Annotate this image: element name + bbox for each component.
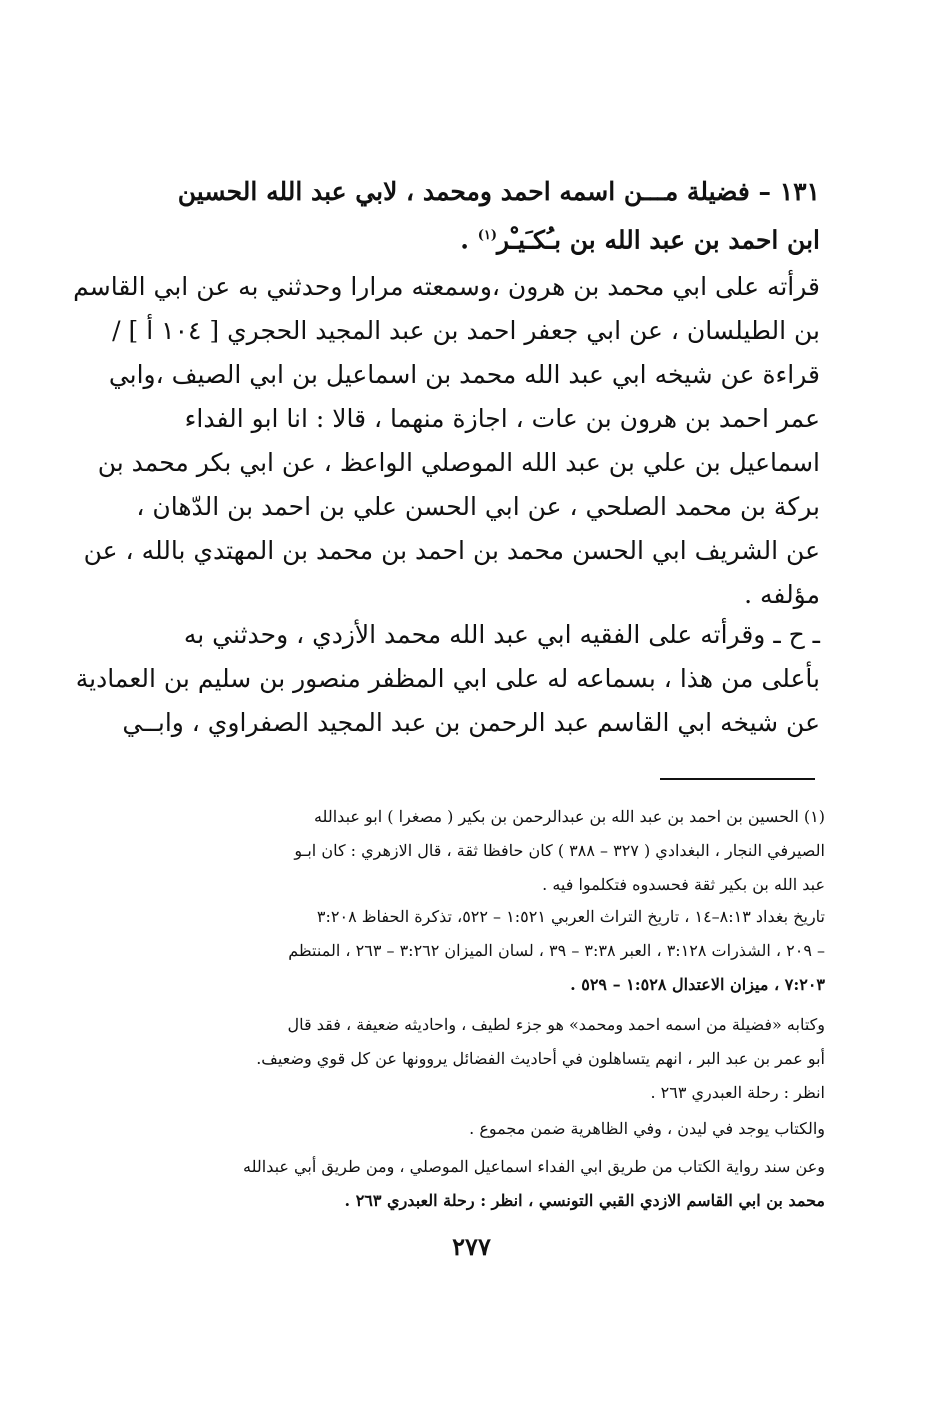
title-line: ١٣١ – فضيلة مـــن اسمه احمد ومحمد ، لابي عبد الله الحسين [177, 177, 820, 206]
paragraph-line: قرأته على ابي محمد بن هرون ،وسمعته مرارا وحدثني به عن ابي القاسم [73, 272, 820, 301]
footnote-line: والكتاب يوجد في ليدن ، وفي الظاهرية ضمن مجموع . [469, 1119, 825, 1138]
title-line-text: ابن احمد بن عبد الله بن بـُكـَيـْر [496, 225, 820, 255]
page-number: ٢٧٧ [452, 1232, 491, 1261]
paragraph-line: قراءة عن شيخه ابي عبد الله محمد بن اسماعيل بن ابي الصيف ،وابي [108, 360, 820, 389]
footnote-line: الصيرفي النجار ، البغدادي ( ٣٢٧ – ٣٨٨ ) كان حافظا ثقة ، قال الازهري : كان ابـو [294, 841, 825, 860]
paragraph-line: بركة بن محمد الصلحي ، عن ابي الحسن علي بن احمد بن الدّهان ، [136, 492, 820, 521]
footnote-sources [160, 900, 825, 1002]
paragraph-line: بأعلى من هذا ، بسماعه له على ابي المظفر منصور بن سليم بن العمادية [75, 664, 820, 693]
footnote-line: عبد الله بن بكير ثقة فحسدوه فتكلموا فيه . [542, 875, 825, 894]
paragraph-line: بن الطيلسان ، عن ابي جعفر احمد بن عبد المجيد الحجري [ ١٠٤ أ ] / [112, 316, 820, 345]
footnote-line: أبو عمر بن عبد البر ، انهم يتساهلون في أحاديث الفضائل يروونها عن كل قوي وضعيف. [256, 1049, 825, 1068]
paragraph-line: عمر احمد بن هرون بن عات ، اجازة منهما ، قالا : انا ابو الفداء [184, 404, 820, 433]
footnote-line: ٧:٢٠٣ ، ميزان الاعتدال ١:٥٢٨ – ٥٢٩ . [570, 975, 825, 994]
title-line [165, 214, 820, 258]
footnote-line: انظر : رحلة العبدري ٢٦٣ . [650, 1083, 825, 1102]
footnote-line: وكتابه «فضيلة من اسمه احمد ومحمد» هو جزء لطيف ، واحاديثه ضعيفة ، فقد قال [287, 1015, 825, 1034]
footnote-line: محمد بن ابي القاسم الازدي القبي التونسي ، انظر : رحلة العبدري ٢٦٣ . [344, 1191, 825, 1210]
footnote-line: وعن سند رواية الكتاب من طريق ابي الفداء اسماعيل الموصلي ، ومن طريق أبي عبدالله [243, 1157, 825, 1176]
second-chain-paragraph [75, 613, 820, 745]
paragraph-line: ـ ح ـ وقرأته على الفقيه ابي عبد الله محمد الأزدي ، وحدثني به [183, 620, 820, 649]
footnote-separator [660, 778, 815, 780]
isnad-paragraph [73, 265, 820, 617]
paragraph-line: اسماعيل بن علي بن عبد الله الموصلي الواعظ ، عن ابي بكر محمد بن [97, 448, 820, 477]
paragraph-line: عن الشريف ابي الحسن محمد بن احمد بن محمد بن المهتدي بالله ، عن [83, 536, 820, 565]
footnote-manuscripts [160, 1112, 825, 1146]
footnote-line: (١) الحسين بن احمد بن عبد الله بن عبدالرحمن بن بكير ( مصغرا ) ابو عبدالله [313, 807, 825, 826]
entry-title [165, 170, 820, 258]
paragraph-line: عن شيخه ابي القاسم عبد الرحمن بن عبد المجيد الصفراوي ، وابــي [122, 708, 820, 737]
footnote-book-note [160, 1008, 825, 1110]
title-end-mark: . [460, 225, 469, 255]
footnote-line: – ٢٠٩ ، الشذرات ٣:١٢٨ ، العبر ٣:٣٨ – ٣٩ ، لسان الميزان ٣:٢٦٢ – ٢٦٣ ، المنتظم [288, 941, 825, 960]
footnote-ref-mark: (١) [477, 228, 497, 243]
footnote-line: تاريخ بغداد ٨:١٣–١٤ ، تاريخ التراث العربي ١:٥٢١ – ٥٢٢، تذكرة الحفاظ ٣:٢٠٨ [316, 907, 825, 926]
footnote-biography [160, 800, 825, 902]
footnote-transmission [160, 1150, 825, 1218]
paragraph-line: مؤلفه . [744, 580, 820, 609]
